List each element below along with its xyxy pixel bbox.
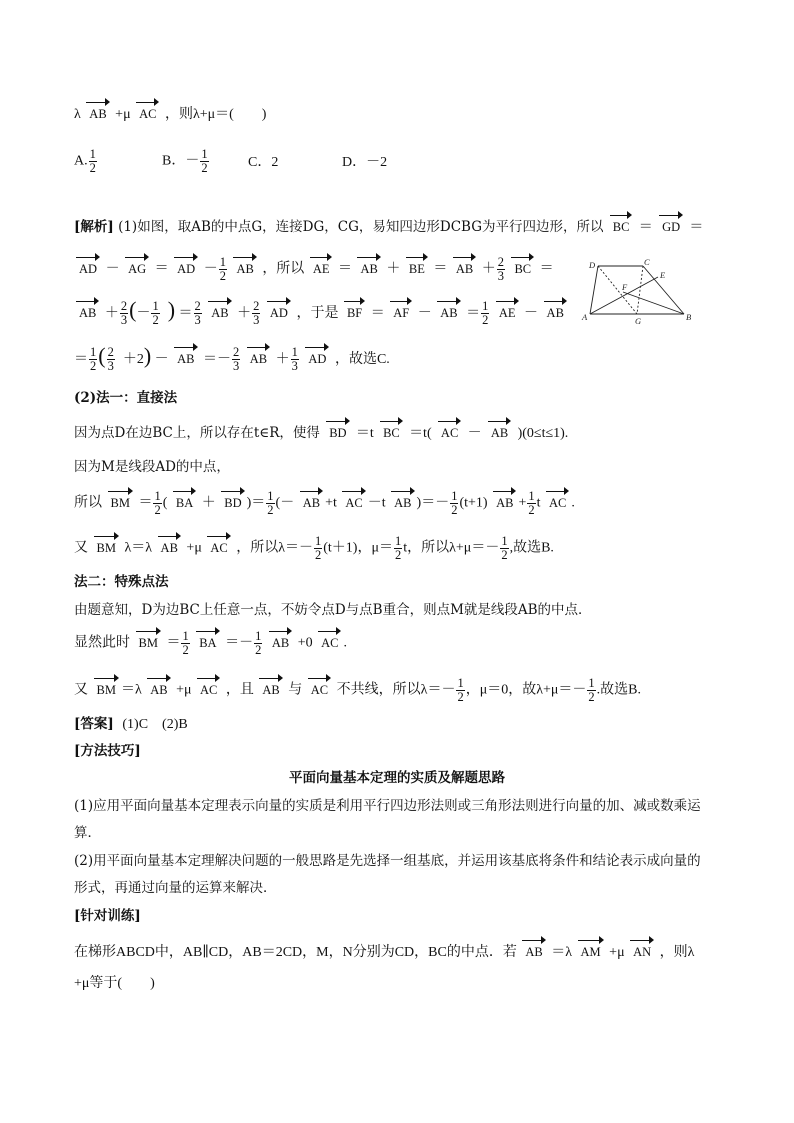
fraction: $\frac{1}{2}$ (482, 299, 489, 328)
vector-ab: AB (300, 493, 323, 513)
part2-line-bm: 所以 BM ＝ $\frac{1}{2}$ ( BA ＋ BD )＝ $\frac{1}{2}$ (－ AB +t AC －t AB )＝－ $\frac{1}{2}$ (t+1) AB + $\frac{1}{2}$ t AC . (74, 489, 575, 517)
vector-ac: AC (308, 680, 331, 700)
analysis-line-3: AB ＋ $\frac{2}{3}$ (－ $\frac{1}{2}$ ) ＝ $\frac{2}{3}$ AB ＋ $\frac{2}{3}$ AD ，于是 BF ＝ AF － AB ＝ $\frac{1}{2}$ AE － AB (74, 300, 569, 327)
eq: ＝ (370, 306, 385, 321)
vector-bc: BC (380, 423, 403, 443)
fraction: $\frac{2}{3}$ (233, 345, 240, 374)
eq: ＝ (433, 261, 448, 277)
fraction: $\frac{1}{2}$ (154, 489, 161, 517)
segment-cg (637, 266, 643, 314)
vector-ad: AD (267, 303, 291, 323)
label-f: F (622, 282, 628, 292)
vector-bm: BM (94, 680, 119, 700)
label-e: E (660, 270, 666, 280)
vector-ac: AC (342, 493, 365, 513)
method-p2b: 形式，再通过向量的运算来解决． (74, 880, 277, 896)
fraction: $\frac{1}{2}$ (315, 534, 322, 562)
eq: ＝ (178, 306, 193, 321)
so: ，所以 (262, 261, 305, 277)
vector-bd: BD (221, 493, 244, 513)
part2-line-result2: 又 BM ＝λ AB +μ AC ，且 AB 与 AC 不共线，所以λ＝－ $\frac{1}{2}$ ，μ＝0，故λ+μ＝－ $\frac{1}{2}$ .故选B. (74, 676, 641, 704)
vector-ab: AB (174, 349, 197, 369)
vector-ab: AB (233, 259, 256, 279)
answer-line (74, 714, 188, 735)
part2-line-d-on-bc: 因为点D在边BC上，所以存在t∈R，使得 BD ＝t BC ＝t( AC － AB )(0≤t≤1). (74, 425, 569, 441)
label-b: B (686, 312, 692, 322)
eq: ＝ (74, 352, 88, 367)
fraction: $\frac{1}{2}$ (457, 676, 464, 704)
answer-tag: [答案] (74, 716, 114, 732)
analysis-line-1 (74, 217, 703, 238)
vector-ab: AB (247, 349, 270, 369)
then: ，于是 (296, 306, 339, 321)
drill-tag: [针对训练] (74, 908, 141, 924)
eq: ＝ (337, 261, 352, 277)
vector-af: AF (390, 303, 412, 323)
vector-ab: AB (357, 259, 380, 279)
fraction: $\frac{1}{2}$ (394, 534, 402, 562)
drill-line-2: +μ等于( ) (74, 976, 155, 991)
vector-ac: AC (207, 538, 230, 558)
vector-bm: BM (94, 538, 119, 558)
vector-ac: AC (197, 680, 220, 700)
eq: ＝ (539, 261, 554, 277)
fraction: $\frac{2}{3}$ (497, 255, 504, 283)
vector-be: BE (406, 259, 428, 279)
vector-ab: AB (269, 633, 292, 653)
analysis-text: (1)如图，取AB的中点G，连接DG，CG，易知四边形DCBG为平行四边形，所以 (118, 219, 604, 235)
part2-line-special: 由题意知，D为边BC上任意一点，不妨令点D与点B重合，则点M就是线段AB的中点． (74, 602, 592, 618)
vector-ad: AD (174, 259, 198, 279)
option-a: A. $\frac{1}{2}$ (74, 147, 96, 175)
vector-ab: AB (76, 303, 99, 323)
vector-ac: AC (438, 423, 461, 443)
vector-ac: AC (136, 104, 159, 124)
vector-ab: AB (86, 104, 109, 124)
question-tail: ，则λ+μ＝( ) (164, 107, 267, 122)
eq: ＝ (203, 352, 218, 367)
label-g: G (635, 316, 642, 326)
plus: ＋ (237, 306, 252, 321)
minus: － (105, 261, 120, 277)
vector-bd: BD (326, 423, 349, 443)
vector-gd: GD (659, 217, 683, 237)
minus: － (136, 306, 151, 321)
method-tag: [方法技巧] (74, 743, 141, 759)
answer-value: (1)C (2)B (122, 717, 188, 732)
vector-am: AM (578, 942, 604, 962)
vector-ag: AG (125, 259, 149, 279)
vector-ab: AB (158, 538, 181, 558)
lambda: λ (74, 107, 81, 122)
vector-ac: AC (546, 493, 569, 513)
fraction: $\frac{2}{3}$ (107, 345, 114, 374)
vector-ab: AB (493, 493, 516, 513)
part2-line-obvious: 显然此时 BM ＝ $\frac{1}{2}$ BA ＝－ $\frac{1}{2}$ AB +0 AC . (74, 629, 347, 657)
plus: ＋ (481, 261, 496, 277)
plus-mu: +μ (115, 107, 131, 122)
method-title: 平面向量基本定理的实质及解题思路 (289, 770, 505, 786)
vector-bm: BM (136, 633, 161, 653)
fraction: $\frac{1}{2}$ (588, 676, 595, 704)
plus: ＋ (386, 261, 401, 277)
trapezoid-figure (580, 258, 710, 330)
vector-ad: AD (76, 259, 100, 279)
minus: － (203, 261, 218, 277)
part2-line-result1: 又 BM λ＝λ AB +μ AC ，所以λ＝－ $\frac{1}{2}$ (t＋1)，μ＝ $\frac{1}{2}$ t，所以λ+μ＝－ $\frac{1}{2}$ ,故选B. (74, 534, 554, 562)
eq: ＝ (154, 261, 169, 277)
fraction: $\frac{1}{2}$ (501, 534, 508, 562)
vector-ab: AB (437, 303, 460, 323)
vector-ab: AB (453, 259, 476, 279)
vector-ae: AE (310, 259, 333, 279)
vector-bc: BC (511, 259, 534, 279)
vector-ab: AB (259, 680, 282, 700)
method-1-heading: (2)法一：直接法 (74, 390, 178, 406)
fraction: $\frac{2}{3}$ (120, 299, 128, 328)
vector-bc: BC (610, 217, 633, 237)
plus: ＋ (275, 352, 290, 367)
vector-ad: AD (305, 349, 329, 369)
fraction: $\frac{1}{2}$ (267, 489, 274, 517)
fraction: $\frac{1}{2}$ (182, 629, 189, 657)
fraction: $\frac{1}{3}$ (291, 345, 298, 374)
fraction: $\frac{2}{3}$ (253, 299, 260, 328)
vector-bf: BF (344, 303, 365, 323)
question-tail-line (74, 104, 266, 125)
vector-ab: AB (208, 303, 231, 323)
minus: － (154, 352, 169, 367)
fraction: $\frac{1}{2}$ (152, 299, 159, 328)
label-d: D (589, 260, 596, 270)
minus: － (417, 306, 432, 321)
drill-line-1: 在梯形ABCD中，AB∥CD，AB＝2CD，M，N分别为CD，BC的中点．若 AB ＝λ AM +μ AN ，则λ (74, 942, 694, 963)
fraction: $\frac{2}{3}$ (194, 299, 201, 328)
choose-c: ，故选C. (334, 352, 390, 367)
fraction: $\frac{1}{2}$ (255, 629, 262, 657)
segment-da (590, 266, 598, 314)
vector-bm: BM (108, 493, 133, 513)
label-c: C (644, 258, 650, 267)
option-b: B．－ $\frac{1}{2}$ (162, 147, 208, 175)
vector-ab: AB (522, 942, 545, 962)
analysis-line-4: ＝ $\frac{1}{2}$ ( $\frac{2}{3}$ ＋2) － AB ＝－ $\frac{2}{3}$ AB ＋ $\frac{1}{3}$ AD ，故选C. (74, 343, 390, 374)
eq: ＝ (689, 220, 704, 235)
method-p1a: (1)应用平面向量基本定理表示向量的实质是利用平行四边形法则或三角形法则进行向量的加、减或数乘运 (74, 798, 701, 814)
vector-ab: AB (488, 423, 511, 443)
vector-ac: AC (318, 633, 341, 653)
eq: ＝ (466, 306, 481, 321)
analysis-line-2 (74, 256, 554, 283)
vector-ba: BA (173, 493, 196, 513)
method-p1b: 算． (74, 825, 101, 841)
method-2-heading: 法二：特殊点法 (74, 574, 169, 590)
part2-line-midpoint: 因为M是线段AD的中点， (74, 459, 230, 475)
fraction: $\frac{1}{2}$ (219, 255, 226, 283)
vector-ab: AB (391, 493, 414, 513)
eq: ＝ (638, 220, 653, 235)
vector-ba: BA (196, 633, 219, 653)
option-d: D．－2 (342, 155, 388, 170)
vector-ae: AE (496, 303, 519, 323)
label-a: A (582, 312, 588, 322)
method-p2a: (2)用平面向量基本定理解决问题的一般思路是先选择一组基底，并运用该基底将条件和结论表示成向量的 (74, 853, 701, 869)
vector-ab: AB (147, 680, 170, 700)
vector-ab: AB (544, 303, 567, 323)
vector-an: AN (630, 942, 654, 962)
fraction: $\frac{1}{2}$ (528, 489, 535, 517)
fraction: $\frac{1}{2}$ (90, 345, 97, 374)
minus: － (524, 306, 539, 321)
analysis-tag: [解析] (74, 219, 114, 235)
fraction: $\frac{1}{2}$ (451, 489, 458, 517)
plus: ＋ (104, 306, 119, 321)
option-c: C．2 (248, 155, 279, 170)
